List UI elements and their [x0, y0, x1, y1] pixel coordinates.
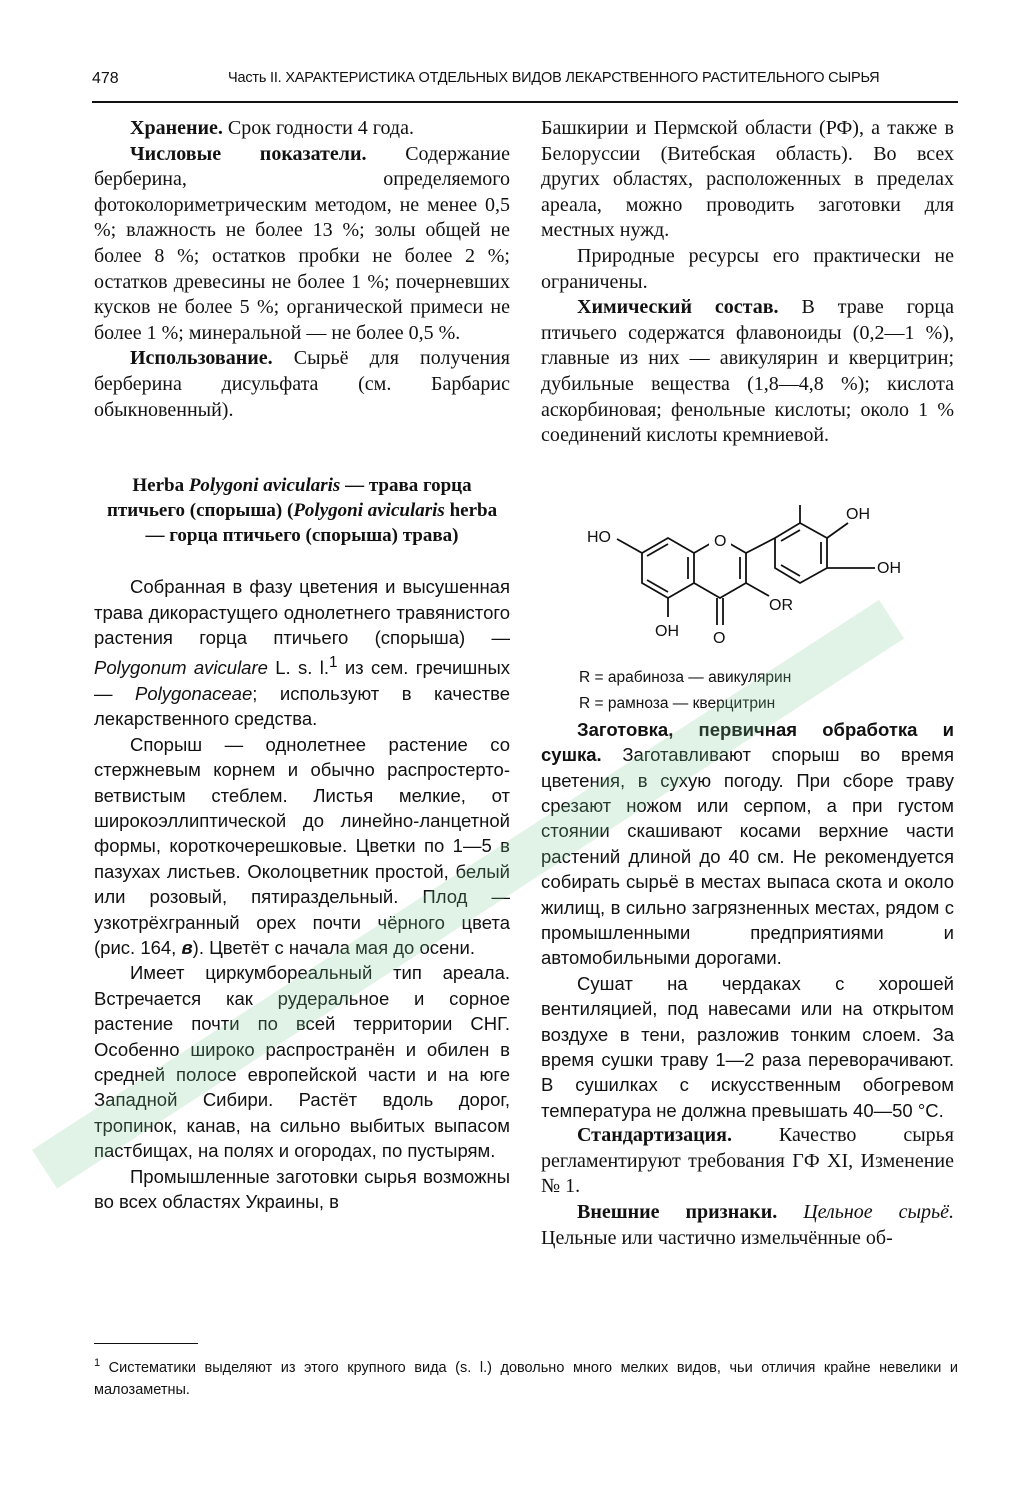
storage-text: Срок годности 4 года. [222, 117, 414, 139]
carbonyl-oxygen: O [713, 629, 726, 647]
footnote-mark: 1 [94, 1357, 101, 1369]
text-run: ). Цветёт с начала мая до осени. [192, 936, 475, 958]
section-heading [100, 473, 504, 548]
external-signs-paragraph [541, 1200, 954, 1251]
heading-part: herba — горца птичьего (спорыша) трава) [145, 500, 498, 547]
structural-formula-diagram [557, 455, 957, 661]
collection-paragraph [541, 717, 954, 971]
latin-name: Polygonum aviculare [94, 657, 268, 679]
legend-avicularin: R = арабиноза — авикулярин [579, 668, 792, 686]
storage-label: Хранение. [130, 117, 223, 139]
bond [746, 538, 775, 553]
description-paragraph [94, 732, 510, 961]
legend-quercitrin: R = рамноза — кверцитрин [579, 694, 776, 712]
usage-label: Использование. [130, 347, 273, 370]
standardization-text: Качество сырья регламентируют требования ГФ XI, Изменение № 1. [541, 1124, 954, 1198]
ring-oxygen: O [714, 532, 727, 550]
ho-label-left: HO [587, 528, 611, 546]
text-run: Собранная в фазу цветения и высушенная трава дикорастущего однолетнего травянистого растения горца птичьего (спорыша) — [94, 576, 510, 648]
text-run: из сем. гречишных — [94, 657, 510, 704]
ring-b [775, 523, 827, 583]
heading-latin: Polygoni avicularis [188, 475, 341, 497]
range-paragraph: Имеет циркумбореальный тип ареала. Встречается как рудеральное и сорное растение почти по всей территории СНГ. Особенно широко распространён и обилен в средней полосе европейской части и на юге Западной Сибири. Растёт вдоль дорог, тропинок, канав, на сильно выбитых выпасом пастбищах, на полях и огородах, по пустырям. [94, 962, 510, 1162]
numeric-indicators-paragraph [94, 142, 510, 347]
latin-family: Polygonaceae [134, 682, 253, 704]
external-signs-text: Цельные или частично измельчённые об- [541, 1226, 893, 1249]
heading-part: — трава горца птичьего (спорыша) ( [106, 475, 472, 522]
figure-ref: в [181, 936, 193, 958]
harvest-paragraph: Промышленные заготовки сырья возможны во всех областях Украины, в [94, 1165, 510, 1213]
bond [617, 539, 642, 553]
external-signs-italic: Цельное сырьё. [777, 1201, 955, 1223]
storage-paragraph [94, 116, 510, 142]
flavonoid-structure [541, 455, 954, 661]
right-column [541, 116, 954, 1251]
harvest-continued-paragraph: Башкирии и Пермской области (РФ), а также в Белоруссии (Витебская область). Во всех других областях, расположенных в пределах ареала, можно проводить заготовки для местных нужд. [541, 117, 954, 242]
bond [647, 544, 668, 556]
numeric-label: Числовые показатели. [130, 142, 367, 165]
left-column [94, 116, 510, 1214]
footnote-rule [94, 1343, 198, 1344]
collection-text: Заготавливают спорыш во время цветения, в сухую погоду. При сборе траву срезают ножом или серпом, а при густом стоянии скашивают косами верхние части растений длиной до 40 см. Не рекомендуется собирать сырьё в местах выпаса скота и около жилищ, в сильно загрязненных местах, рядом с промышленными предприятиями и автомобильными дорогами. [541, 744, 954, 969]
drying-paragraph: Сушат на чердаках с хорошей вентиляцией, под навесами или на открытом воздухе в тени, разложив тонким слоем. За время сушки траву 1—2 раза переворачивают. В сушилках с искусственным обогревом температура не должна превышать 40—50 °С. [541, 972, 954, 1121]
footnote-text: Систематики выделяют из этого крупного вида (s. l.) довольно много мелких видов, чьи отличия крайне невелики и малозаметны. [94, 1359, 958, 1398]
header-rule [92, 101, 958, 103]
collection-label: Заготовка, первичная обработка и сушка. [541, 718, 954, 766]
bond [746, 583, 769, 596]
text-run: ; используют в качестве лекарственного средства. [94, 682, 510, 730]
external-signs-label: Внешние признаки. [577, 1201, 778, 1223]
resources-paragraph: Природные ресурсы его практически не ограничены. [541, 244, 954, 293]
page-number: 478 [92, 70, 119, 87]
bond [827, 523, 848, 538]
chemistry-paragraph [541, 295, 954, 449]
ring-a [642, 538, 694, 598]
chemistry-label: Химический состав. [577, 296, 779, 319]
footnote-ref: 1 [328, 654, 338, 672]
oh-label-right: OH [877, 559, 901, 577]
usage-text: Сырьё для получения берберина дисульфата (см. Барбарис обыкновенный). [94, 347, 510, 421]
definition-paragraph [94, 574, 510, 732]
bond [647, 580, 668, 592]
usage-paragraph [94, 346, 510, 423]
running-header: Часть II. ХАРАКТЕРИСТИКА ОТДЕЛЬНЫХ ВИДОВ ЛЕКАРСТВЕННОГО РАСТИТЕЛЬНОГО СЫРЬЯ [228, 70, 880, 86]
standardization-label: Стандартизация. [577, 1124, 732, 1147]
numeric-text: Содержание берберина, определяемого фотоколориметрическим методом, не менее 0,5 %; влажность не более 13 %; золы общей не более 8 %; остатков пробки не более 2 %; остатков древесины не более 1 %; почерневших кусков не более 5 %; органической примеси не более 1 %; минеральной — не более 0,5 %. [94, 142, 510, 344]
standardization-paragraph [541, 1123, 954, 1200]
text-run: L. s. l. [267, 657, 329, 679]
oh-label-bottom: OH [655, 622, 679, 640]
footnote [94, 1352, 958, 1401]
heading-latin: Polygoni avicularis [293, 500, 445, 522]
or-label: OR [769, 596, 793, 614]
text-run: Спорыш — однолетнее растение со стержневым корнем и обычно распростерто-ветвистым стеблем. Листья мелкие, от широкоэллиптической до линейно-ланцетной формы, короткочерешковые. Цветки по 1—5 в пазухах листьев. Околоцветник простой, белый или розовый, пятираздельный. Плод — узкотрёхгранный орех почти чёрного цвета (рис. 164, [94, 733, 510, 958]
heading-part: Herba [132, 475, 189, 497]
chemistry-text: В траве горца птичьего содержатся флавоноиды (0,2—1 %), главные из них — авикулярин и кверцитрин; дубильные вещества (1,8—4,8 %); кислота аскорбиновая; фенольные кислоты; около 1 % соединений кислоты кремниевой. [541, 296, 954, 447]
oh-label-top: OH [846, 505, 870, 523]
